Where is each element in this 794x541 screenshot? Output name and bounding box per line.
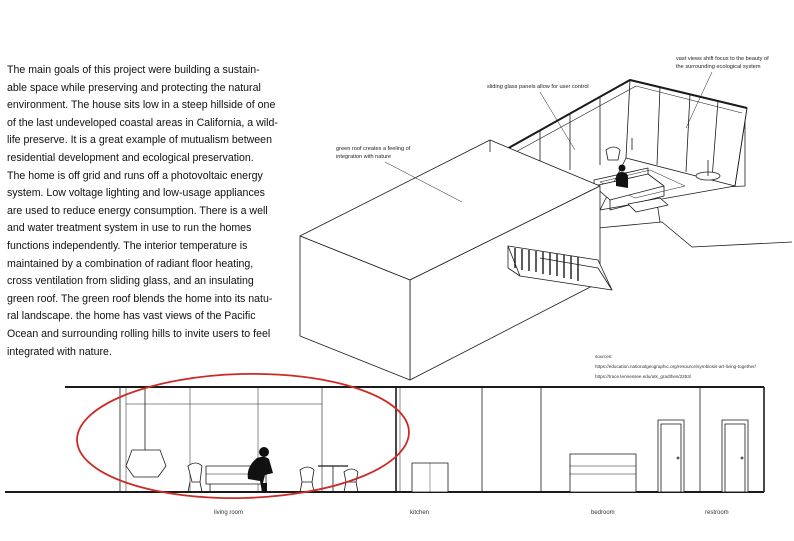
description-line: Ocean and surrounding rolling hills to invite users to feel bbox=[7, 327, 271, 340]
door bbox=[658, 420, 684, 492]
description-line: life preserve. It is a great example of mutualism between bbox=[7, 134, 272, 147]
label-bedroom: bedroom bbox=[591, 510, 615, 516]
description-line: environment. The house sits low in a steep hillside of one bbox=[7, 99, 276, 112]
description-line: ral landscape. the home has vast views of the Pacific bbox=[7, 310, 256, 323]
bed bbox=[570, 454, 636, 492]
annotation-line: integration with nature bbox=[336, 153, 392, 160]
stool bbox=[300, 467, 314, 492]
door bbox=[722, 420, 748, 492]
sources bbox=[595, 352, 756, 382]
axonometric-view bbox=[300, 72, 792, 380]
description-line: functions independently. The interior temperature is bbox=[7, 239, 248, 252]
annotation-line: the surrounding ecological system bbox=[676, 63, 761, 70]
description-line: The main goals of this project were building a sustain- bbox=[7, 64, 260, 76]
hanging-fireplace bbox=[126, 450, 166, 477]
label-kitchen: kitchen bbox=[410, 510, 430, 516]
label-restroom: restroom bbox=[705, 510, 729, 516]
site-outline bbox=[598, 222, 792, 247]
description-line: and water treatment system in use to run the homes bbox=[7, 222, 252, 235]
annotation-line: green roof creates a feeling of bbox=[336, 146, 411, 152]
source-link[interactable]: https://trace.tennessee.edu/utk_gradthes/2253/ bbox=[595, 374, 692, 379]
description-line: The home is off grid and runs off a photovoltaic energy bbox=[7, 169, 263, 182]
description-line: green roof. The green roof blends the home into its natu- bbox=[7, 292, 273, 305]
annotation-green-roof bbox=[336, 146, 410, 161]
description-line: cross ventilation from sliding glass, and an insulating bbox=[7, 275, 254, 288]
source-link[interactable]: https://education.nationalgeographic.org/resource/symbiosis-art-living-together/ bbox=[595, 364, 756, 369]
description-line: are used to reduce energy consumption. There is a well bbox=[7, 204, 268, 217]
description-line: integrated with nature. bbox=[7, 345, 112, 358]
annotation-line: vast views shift focus to the beauty of bbox=[676, 56, 769, 62]
description-line: maintained by a combination of radiant floor heating, bbox=[7, 257, 254, 270]
description-line: able space while preserving and protecting the natural bbox=[7, 81, 261, 94]
description-line: of the last undeveloped coastal areas in California, a wild- bbox=[7, 116, 278, 129]
section-view bbox=[5, 387, 764, 492]
seated-person-silhouette bbox=[248, 447, 273, 492]
description-line: system. Low voltage lighting and low-usage appliances bbox=[7, 187, 265, 200]
sources-heading: sources: bbox=[595, 354, 613, 359]
annotation-vast-views bbox=[676, 56, 769, 71]
annotation-line: sliding glass panels allow for user control bbox=[487, 84, 589, 90]
description-line: residential development and ecological preservation. bbox=[7, 151, 254, 164]
label-living-room: living room bbox=[214, 510, 244, 516]
annotation-sliding-glass bbox=[487, 84, 589, 92]
